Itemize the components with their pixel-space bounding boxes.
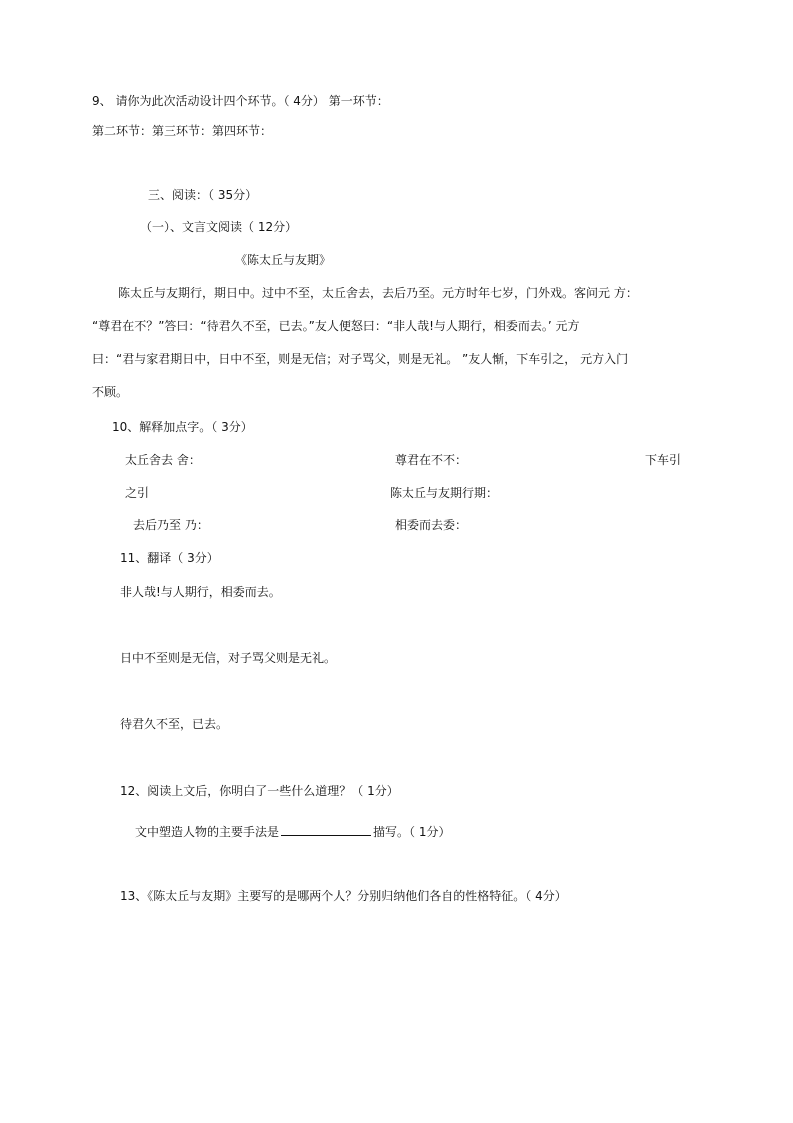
q10-item-6: 相委而去委： [395, 518, 468, 532]
q11-sentence-1: 非人哉!与人期行，相委而去。 [120, 585, 281, 599]
passage-line-3: 曰：“君与家君期日中，日中不至，则是无信；对子骂父，则是无礼。 ”友人惭，下车引之， 元方入门 [92, 352, 629, 366]
q11-title: 11、翻译（ 3分） [120, 551, 219, 565]
q10-item-2: 尊君在不不： [395, 453, 468, 467]
q10-item-4: 陈太丘与友期行期： [390, 486, 499, 500]
sub-heading: （一）、文言文阅读（ 12分） [140, 220, 298, 234]
passage-line-4: 不顾。 [92, 385, 129, 399]
q10-title: 10、解释加点字。（ 3分） [112, 420, 253, 434]
q12-title: 12、阅读上文后，你明白了一些什么道理？（ 1分） [120, 784, 399, 798]
passage-line-1: 陈太丘与友期行，期日中。过中不至，太丘舍去，去后乃至。元方时年七岁，门外戏。客问元 方： [118, 286, 638, 300]
q12-fill-suffix: 描写。（ 1分） [373, 825, 451, 839]
q9-line2: 第二环节：第三环节：第四环节： [92, 124, 273, 138]
q10-item-5: 去后乃至 乃： [133, 518, 209, 532]
q10-item-3a: 下车引 [645, 453, 682, 467]
q12-fill-line [135, 823, 450, 840]
q9-line1: 9、 请你为此次活动设计四个环节。（ 4分） 第一环节： [92, 94, 389, 108]
q13-title: 13、《陈太丘与友期》主要写的是哪两个人？分别归纳他们各自的性格特征。（ 4分） [120, 889, 567, 903]
answer-blank[interactable] [281, 823, 371, 836]
q11-sentence-2: 日中不至则是无信，对子骂父则是无礼。 [120, 651, 337, 665]
q12-fill-prefix: 文中塑造人物的主要手法是 [135, 825, 280, 839]
q11-sentence-3: 待君久不至，已去。 [120, 717, 229, 731]
section-heading: 三、阅读：（ 35分） [148, 188, 258, 202]
q10-item-3b: 之引 [125, 486, 150, 500]
passage-line-2: “尊君在不？”答曰：“待君久不至，已去。”友人便怒曰：“非人哉!与人期行，相委而去。’ 元方 [92, 319, 580, 333]
q10-item-1: 太丘舍去 舍： [125, 453, 201, 467]
passage-title: 《陈太丘与友期》 [235, 253, 332, 267]
